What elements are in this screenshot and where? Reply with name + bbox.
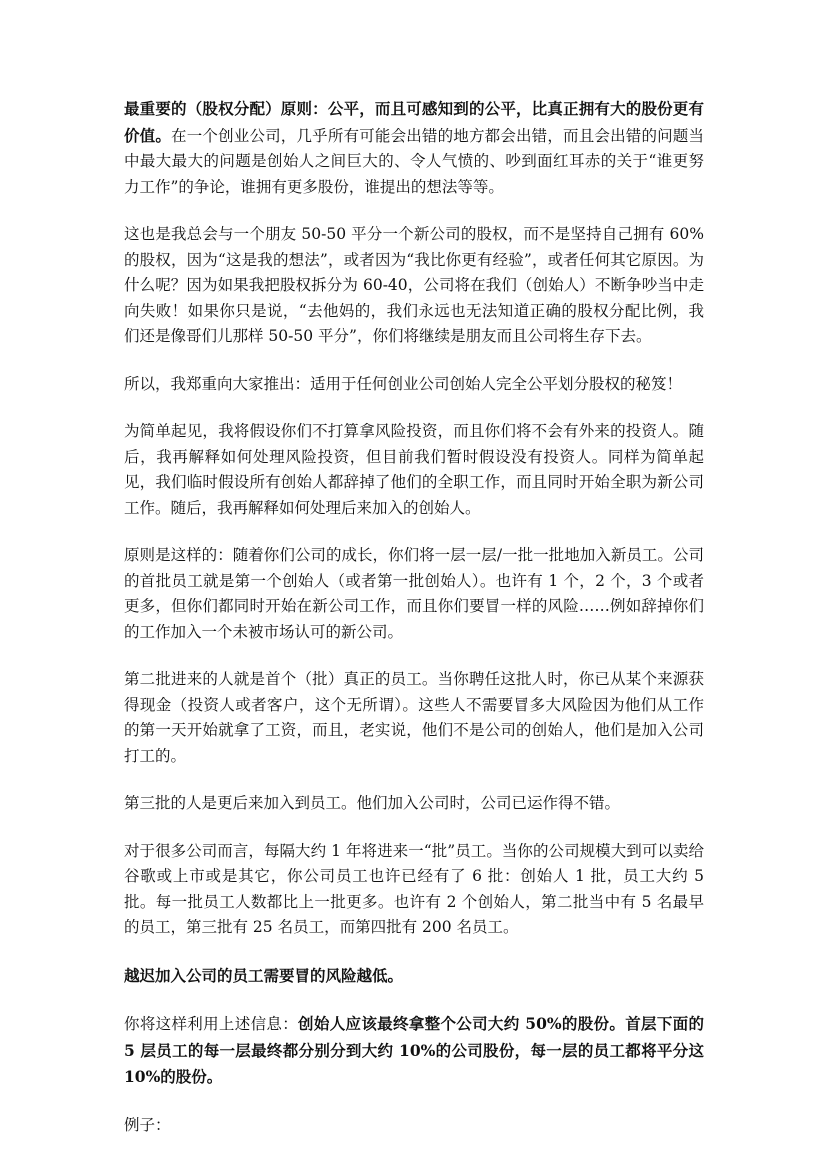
paragraph-4-text: 为简单起见，我将假设你们不打算拿风险投资，而且你们将不会有外来的投资人。随后，我再解释如何处理风险投资，但目前我们暂时假设没有投资人。同样为简单起见，我们临时假设所有创始人都辞掉了他们的全职工作，而且同时开始全职为新公司工作。随后，我再解释如何处理后来加入的创始人。 bbox=[124, 422, 704, 517]
paragraph-11 bbox=[124, 1113, 704, 1139]
paragraph-2 bbox=[124, 222, 704, 350]
paragraph-3 bbox=[124, 372, 704, 398]
paragraph-4 bbox=[124, 419, 704, 521]
paragraph-1-bold: 最重要的（股权分配）原则：公平，而且可感知到的公平，比真正拥有大的股份更有价值。 bbox=[124, 99, 704, 145]
paragraph-7-text: 第三批的人是更后来加入到员工。他们加入公司时，公司已运作得不错。 bbox=[124, 794, 621, 812]
paragraph-8-text: 对于很多公司而言，每隔大约 1 年将进来一“批”员工。当你的公司规模大到可以卖给谷歌或上市或是其它，你公司员工也许已经有了 6 批：创始人 1 批，员工大约 5 批。每一批员工人数都比上一批更多。也许有 2 个创始人，第二批当中有 5 名最早的员工，第三批有 25 名员工，而第四批有 200 名员工。 bbox=[124, 841, 704, 936]
paragraph-10 bbox=[124, 1011, 704, 1091]
paragraph-5 bbox=[124, 543, 704, 645]
paragraph-11-text: 例子： bbox=[124, 1115, 171, 1134]
paragraph-6 bbox=[124, 667, 704, 769]
paragraph-6-text: 第二批进来的人就是首个（批）真正的员工。当你聘任这批人时，你已从某个来源获得现金（投资人或者客户，这个无所谓）。这些人不需要冒多大风险因为他们从工作的第一天开始就拿了工资，而且，老实说，他们不是公司的创始人，他们是加入公司打工的。 bbox=[124, 670, 704, 765]
paragraph-7 bbox=[124, 791, 704, 817]
paragraph-10-bold: 创始人应该最终拿整个公司大约 50%的股份。首层下面的 5 层员工的每一层最终都分别分到大约 10%的公司股份，每一层的员工都将平分这 10%的股份。 bbox=[124, 1014, 704, 1086]
paragraph-1 bbox=[124, 96, 704, 200]
paragraph-9-bold: 越迟加入公司的员工需要冒的风险越低。 bbox=[124, 965, 404, 985]
paragraph-8 bbox=[124, 839, 704, 941]
document-page bbox=[124, 96, 704, 1160]
paragraph-10-text: 你将这样利用上述信息： bbox=[124, 1015, 299, 1033]
paragraph-2-text: 这也是我总会与一个朋友 50-50 平分一个新公司的股权，而不是坚持自己拥有 60%的股权，因为“这是我的想法”，或者因为“我比你更有经验”，或者任何其它原因。为什么呢？因为如果我把股权拆分为 60-40，公司将在我们（创始人）不断争吵当中走向失败！如果你只是说，“去他妈的，我们永远也无法知道正确的股权分配比例，我们还是像哥们儿那样 50-50 平分”，你们将继续是朋友而且公司将生存下去。 bbox=[124, 225, 704, 345]
paragraph-3-text: 所以，我郑重向大家推出：适用于任何创业公司创始人完全公平划分股权的秘笈！ bbox=[124, 374, 683, 393]
paragraph-5-text: 原则是这样的：随着你们公司的成长，你们将一层一层/一批一批地加入新员工。公司的首批员工就是第一个创始人（或者第一批创始人）。也许有 1 个，2 个，3 个或者更多，但你们都同时开始在新公司工作，而且你们要冒一样的风险……例如辞掉你们的工作加入一个未被市场认可的新公司。 bbox=[124, 546, 704, 641]
paragraph-1-text: 在一个创业公司，几乎所有可能会出错的地方都会出错，而且会出错的问题当中最大最大的问题是创始人之间巨大的、令人气愤的、吵到面红耳赤的关于“谁更努力工作”的争论，谁拥有更多股份，谁提出的想法等等。 bbox=[124, 126, 704, 196]
paragraph-9 bbox=[124, 963, 704, 990]
